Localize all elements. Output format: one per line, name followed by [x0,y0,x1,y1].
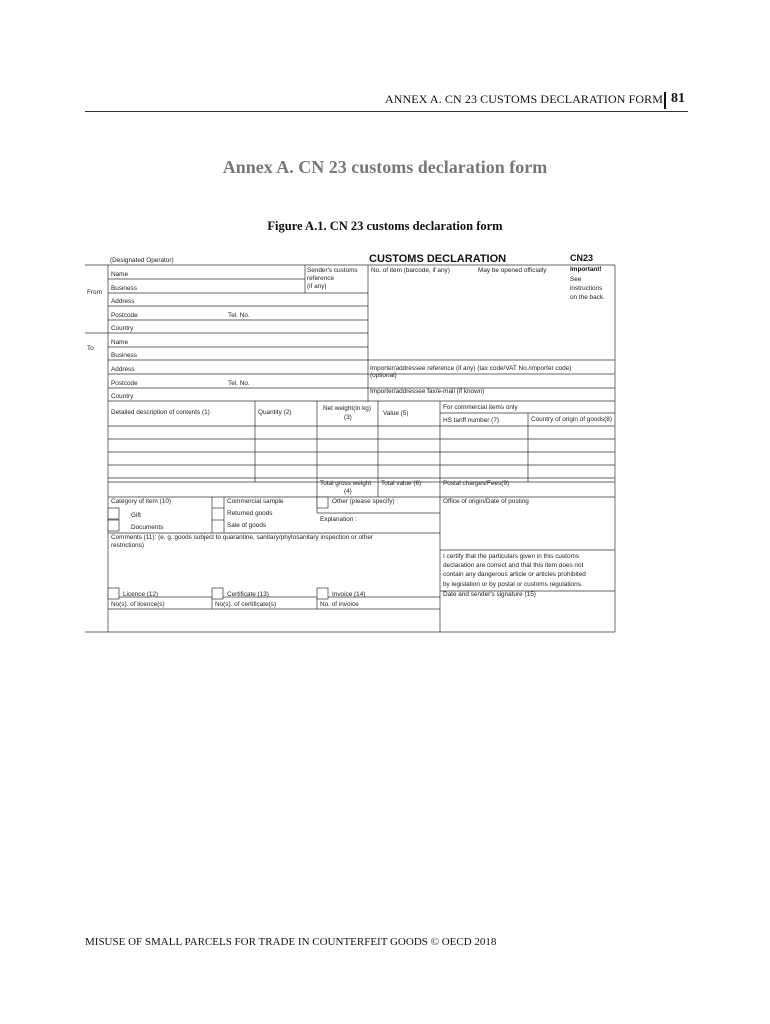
explanation-label: Explanation : [320,516,357,523]
to-label: To [87,345,94,352]
designated-operator: (Designated Operator) [110,257,174,264]
licence-number-label: No(s). of licence(s) [111,601,165,608]
sale-of-goods-label: Sale of goods [227,522,267,529]
signature-label: Date and sender's signature (15) [443,591,536,598]
category-label: Category of item (10) [111,498,172,505]
commercial-sample-label: Commercial sample [227,498,284,505]
important-line-2: instructions [570,285,603,292]
gift-checkbox[interactable] [108,508,119,519]
invoice-checkbox[interactable] [317,588,328,599]
net-weight-header-2: (3) [344,414,352,421]
country-origin-header: Country of origin of goods(8) [531,416,612,423]
total-gross-line-1: Total gross weight [320,480,372,487]
certificate-checkbox[interactable] [212,588,223,599]
documents-checkbox[interactable] [108,520,119,531]
from-address-label: Address [111,298,135,305]
comments-line-2: restrictions) [111,542,145,549]
hs-tariff-header: HS tariff number (7) [443,417,499,424]
sender-ref-line-1: Sender's customs [307,267,358,274]
importer-ref-line-2: (optional) [370,372,397,379]
from-country-label: Country [111,325,134,332]
licence-checkbox[interactable] [108,588,119,599]
net-weight-header-1: Net weight(in kg) [323,405,371,412]
customs-declaration-heading: CUSTOMS DECLARATION [369,253,507,265]
importer-ref-line-1: Importer/addressee reference (if any) (tax code/VAT No./importer code) [370,365,572,372]
figure-caption: Figure A.1. CN 23 customs declaration form [267,219,503,233]
commercial-only-header: For commercial items only [443,404,518,411]
importer-fax-label: Importer/addressee fax/e-mail (if known) [370,388,485,395]
sender-ref-line-3: (if any) [307,283,327,290]
value-header: Value (5) [383,410,409,417]
documents-label: Documents [131,524,164,531]
to-address-label: Address [111,366,135,373]
certify-line-1: I certify that the particulars given in this customs [443,553,580,560]
may-be-opened-label: May be opened officially [478,267,547,274]
description-header: Detailed description of contents (1) [111,409,210,416]
to-country-label: Country [111,393,134,400]
item-number-label: No. of item (barcode, if any) [371,267,450,274]
total-value-label: Total value (6) [381,480,422,487]
other-specify-label: Other (please specify) : [332,498,399,505]
quantity-header: Quantity (2) [258,409,292,416]
gift-label: Gift [131,512,141,519]
to-postcode-label: Postcode [111,380,138,387]
to-name-label: Name [111,339,129,346]
from-tel-label: Tel. No. [228,312,250,319]
invoice-label: Invoice (14) [332,591,366,598]
page-number: 81 [671,91,685,106]
certify-line-4: by legislation or by postal or customs regulations. [443,581,583,588]
from-postcode-label: Postcode [111,312,138,319]
comments-line-1: Comments (11): (e. g.:goods subject to quarantine, sanitary/phytosanitary inspection or other [111,534,374,541]
important-label: Important! [570,266,602,273]
total-gross-line-2: (4) [344,488,352,495]
licence-label: Licence (12) [123,591,159,598]
from-name-label: Name [111,271,129,278]
from-label: From [87,289,102,296]
important-line-1: See [570,276,582,283]
cn23-code: CN23 [570,253,594,263]
sender-ref-line-2: reference [307,275,334,282]
to-business-label: Business [111,352,137,359]
office-origin-label: Office of origin/Date of posting [443,498,529,505]
to-tel-label: Tel. No. [228,380,250,387]
important-line-3: on the back. [570,294,605,301]
annex-title: Annex A. CN 23 customs declaration form [222,157,548,177]
other-checkbox[interactable] [317,497,328,508]
page-footer: MISUSE OF SMALL PARCELS FOR TRADE IN COUNTERFEIT GOODS © OECD 2018 [85,936,497,948]
certify-line-3: contain any dangerous article or articles prohibited [443,571,586,578]
from-business-label: Business [111,285,137,292]
running-header-title: ANNEX A. CN 23 CUSTOMS DECLARATION FORM [385,92,664,106]
postal-charges-label: Postal charges/Fees(9) [443,480,510,487]
certificate-number-label: No(s). of certificate(s) [215,601,277,608]
invoice-number-label: No. of invoice [320,601,359,608]
returned-goods-label: Returned goods [227,510,273,517]
certificate-label: Certificate (13) [227,591,269,598]
certify-line-2: declaration are correct and that this item does not [443,562,584,569]
